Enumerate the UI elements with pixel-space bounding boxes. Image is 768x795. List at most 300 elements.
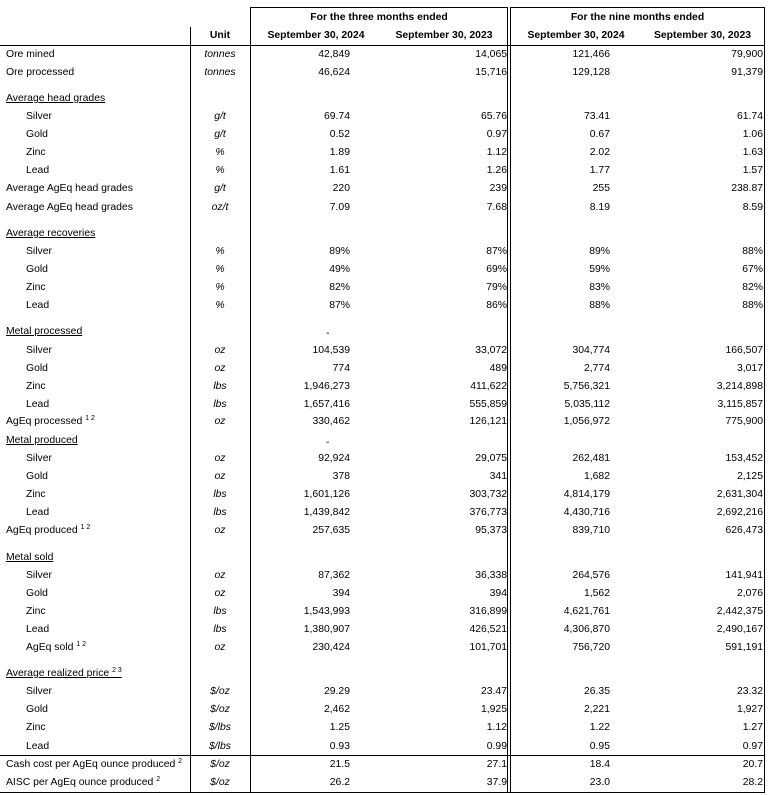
value-cell: 1,601,126 <box>303 489 350 500</box>
value-cell: 92,924 <box>318 453 350 464</box>
row-label <box>6 64 74 82</box>
row-unit: $/lbs <box>209 722 231 733</box>
value-cell: 230,424 <box>312 642 350 653</box>
row-label-text: Silver <box>26 111 52 122</box>
value-cell: 1,056,972 <box>563 416 610 427</box>
value-cell: 65.76 <box>480 111 507 122</box>
row-label-text: Gold <box>26 704 48 715</box>
value-cell: 21.5 <box>329 759 350 770</box>
row-unit: $/oz <box>210 704 230 715</box>
col-header-9m-2023: September 30, 2023 <box>653 30 752 41</box>
table-row <box>0 665 768 683</box>
value-cell: 376,773 <box>469 507 507 518</box>
value-cell: 33,072 <box>475 345 507 356</box>
value-cell: 69% <box>486 264 507 275</box>
value-cell: 2,076 <box>736 588 763 599</box>
value-cell: 87% <box>486 246 507 257</box>
row-label-text: Zinc <box>26 722 46 733</box>
value-cell: 1,927 <box>736 704 763 715</box>
value-cell: 87% <box>329 300 350 311</box>
row-unit: % <box>215 264 225 275</box>
value-cell: 1.63 <box>742 147 763 158</box>
value-cell: 88% <box>589 300 610 311</box>
value-cell: 7.68 <box>486 202 507 213</box>
value-cell: 67% <box>742 264 763 275</box>
table-row <box>0 64 768 82</box>
row-label-text: Average AgEq head grades <box>6 183 133 194</box>
value-cell: 4,621,761 <box>563 606 610 617</box>
value-cell: 756,720 <box>572 642 610 653</box>
value-cell: 0.52 <box>329 129 350 140</box>
value-cell: 27.1 <box>486 759 507 770</box>
value-cell: 1.61 <box>329 165 350 176</box>
row-label-text: Cash cost per AgEq ounce produced <box>6 759 176 770</box>
row-label <box>26 504 49 522</box>
table-row <box>0 450 768 468</box>
value-cell: 257,635 <box>312 525 350 536</box>
value-cell: 1,946,273 <box>303 381 350 392</box>
value-cell: 489 <box>489 363 507 374</box>
row-label-text: Lead <box>26 507 50 518</box>
value-cell: 775,900 <box>725 416 763 427</box>
value-cell: 0.97 <box>742 741 763 752</box>
placeholder-dash: - <box>326 437 330 448</box>
row-label-text: Zinc <box>26 489 46 500</box>
table-row <box>0 468 768 486</box>
value-cell: 61.74 <box>736 111 763 122</box>
row-unit: % <box>215 246 225 257</box>
row-label <box>6 665 122 683</box>
row-label-text: Average realized price <box>6 668 110 679</box>
value-cell: 1.22 <box>589 722 610 733</box>
row-unit: $/lbs <box>209 741 231 752</box>
value-cell: 91,379 <box>731 67 763 78</box>
table-row <box>0 603 768 621</box>
row-label-text: AgEq produced <box>6 525 78 536</box>
table-row <box>0 162 768 180</box>
row-label <box>26 719 46 737</box>
value-cell: 316,899 <box>469 606 507 617</box>
value-cell: 166,507 <box>725 345 763 356</box>
row-label <box>6 756 182 774</box>
value-cell: 26.2 <box>329 777 350 788</box>
value-cell: 14,065 <box>475 49 507 60</box>
row-unit: oz <box>214 453 226 464</box>
row-label <box>6 549 53 567</box>
row-label-text: Gold <box>26 129 48 140</box>
value-cell: 88% <box>742 300 763 311</box>
table-row <box>0 396 768 414</box>
row-label-text: Silver <box>26 345 52 356</box>
row-label <box>6 180 133 198</box>
value-cell: 330,462 <box>312 416 350 427</box>
row-label-text: Lead <box>26 399 50 410</box>
row-unit: % <box>215 300 225 311</box>
row-unit: $/oz <box>210 759 230 770</box>
value-cell: 238.87 <box>731 183 763 194</box>
col-header-3m-2023: September 30, 2023 <box>395 30 493 41</box>
value-cell: 141,941 <box>725 570 763 581</box>
value-cell: 129,128 <box>572 67 610 78</box>
row-label-text: Average head grades <box>6 93 106 104</box>
placeholder-dash: - <box>326 328 330 339</box>
value-cell: 23.0 <box>589 777 610 788</box>
table-row <box>0 486 768 504</box>
value-cell: 0.93 <box>329 741 350 752</box>
value-cell: 1,925 <box>480 704 507 715</box>
row-label <box>26 279 46 297</box>
row-unit: % <box>215 147 225 158</box>
top-border-three <box>250 7 508 8</box>
footnote-marker: 2 <box>178 758 183 765</box>
group-nine-months: For the nine months ended <box>570 12 705 23</box>
value-cell: 303,732 <box>469 489 507 500</box>
row-label-text: AgEq processed <box>6 416 83 427</box>
row-label-text: Gold <box>26 363 48 374</box>
vline-nine-start <box>510 7 511 793</box>
header-rule <box>0 45 765 46</box>
value-cell: 1.57 <box>742 165 763 176</box>
table-row <box>0 683 768 701</box>
table-row <box>0 342 768 360</box>
value-cell: 36,338 <box>475 570 507 581</box>
footnote-marker: 1 2 <box>76 641 86 648</box>
value-cell: 2,774 <box>583 363 610 374</box>
value-cell: 264,576 <box>572 570 610 581</box>
table-row <box>0 701 768 719</box>
value-cell: 3,214,898 <box>716 381 763 392</box>
value-cell: 126,121 <box>469 416 507 427</box>
vline-three-end <box>507 7 508 793</box>
value-cell: 83% <box>589 282 610 293</box>
row-label <box>26 297 49 315</box>
row-label <box>6 323 82 341</box>
row-label <box>26 360 48 378</box>
row-label-text: Metal sold <box>6 552 54 563</box>
row-label-text: Gold <box>26 471 48 482</box>
value-cell: 774 <box>332 363 350 374</box>
value-cell: 73.41 <box>583 111 610 122</box>
value-cell: 1,562 <box>583 588 610 599</box>
row-label-text: AISC per AgEq ounce produced <box>6 777 154 788</box>
table-row <box>0 126 768 144</box>
table-row <box>0 279 768 297</box>
value-cell: 1,543,993 <box>303 606 350 617</box>
row-unit: oz <box>214 416 226 427</box>
table-row <box>0 46 768 64</box>
row-label-text: Lead <box>26 624 50 635</box>
row-label-text: Gold <box>26 264 48 275</box>
table-row <box>0 756 768 774</box>
value-cell: 20.7 <box>742 759 763 770</box>
footnote-marker: 2 <box>156 776 161 783</box>
row-label <box>26 738 49 756</box>
row-label-text: Gold <box>26 588 48 599</box>
table-row <box>0 549 768 567</box>
value-cell: 79% <box>486 282 507 293</box>
value-cell: 378 <box>332 471 350 482</box>
value-cell: 839,710 <box>572 525 610 536</box>
row-label-text: Ore processed <box>6 67 75 78</box>
row-label-text: Zinc <box>26 147 46 158</box>
table-row <box>0 108 768 126</box>
row-label-text: Zinc <box>26 606 46 617</box>
row-label-text: Silver <box>26 686 52 697</box>
table-row <box>0 360 768 378</box>
row-label-text: Silver <box>26 246 52 257</box>
value-cell: 1.89 <box>329 147 350 158</box>
value-cell: 88% <box>742 246 763 257</box>
value-cell: 2,442,375 <box>716 606 763 617</box>
value-cell: 23.47 <box>480 686 507 697</box>
row-label <box>26 567 52 585</box>
table-row <box>0 639 768 657</box>
table-row <box>0 144 768 162</box>
row-label <box>6 413 95 431</box>
value-cell: 26.35 <box>583 686 610 697</box>
table-row <box>0 504 768 522</box>
value-cell: 5,035,112 <box>564 399 610 410</box>
row-unit: oz <box>214 570 226 581</box>
row-label-text: Zinc <box>26 381 46 392</box>
value-cell: 8.19 <box>589 202 610 213</box>
value-cell: 101,701 <box>469 642 507 653</box>
row-label <box>26 486 46 504</box>
table-row <box>0 180 768 198</box>
footnote-marker: 1 2 <box>80 524 91 531</box>
value-cell: 262,481 <box>572 453 610 464</box>
row-label-text: Average AgEq head grades <box>6 202 133 213</box>
value-cell: 0.99 <box>486 741 507 752</box>
value-cell: 37.9 <box>486 777 507 788</box>
header-group-row <box>0 9 768 27</box>
row-label <box>26 603 46 621</box>
value-cell: 8.59 <box>742 202 763 213</box>
value-cell: 591,191 <box>725 642 763 653</box>
value-cell: 3,115,857 <box>717 399 763 410</box>
row-label <box>26 126 48 144</box>
row-label <box>6 225 95 243</box>
value-cell: 239 <box>489 183 507 194</box>
value-cell: 1,682 <box>583 471 610 482</box>
value-cell: 2,125 <box>736 471 763 482</box>
row-label-text: Zinc <box>26 282 46 293</box>
row-label-text: Metal processed <box>6 326 83 337</box>
value-cell: 626,473 <box>725 525 763 536</box>
table-row <box>0 719 768 737</box>
row-label <box>6 774 160 792</box>
row-unit: g/t <box>214 111 226 122</box>
row-unit: oz/t <box>211 202 229 213</box>
value-cell: 1,439,842 <box>303 507 350 518</box>
table-row <box>0 738 768 756</box>
table-row <box>0 378 768 396</box>
row-label <box>26 639 86 657</box>
row-label <box>26 701 48 719</box>
row-unit: tonnes <box>204 67 236 78</box>
col-header-9m-2024: September 30, 2024 <box>527 30 625 41</box>
value-cell: 555,859 <box>469 399 507 410</box>
value-cell: 95,373 <box>475 525 507 536</box>
header-column-row <box>0 27 768 45</box>
value-cell: 89% <box>329 246 350 257</box>
value-cell: 29,075 <box>475 453 507 464</box>
row-unit: oz <box>214 345 226 356</box>
row-unit: g/t <box>214 183 226 194</box>
value-cell: 49% <box>329 264 350 275</box>
row-label <box>26 621 49 639</box>
table-row <box>0 585 768 603</box>
value-cell: 1,657,416 <box>303 399 350 410</box>
value-cell: 69.74 <box>323 111 350 122</box>
value-cell: 153,452 <box>725 453 763 464</box>
row-unit: lbs <box>213 606 227 617</box>
row-unit: oz <box>214 363 226 374</box>
row-label <box>26 261 48 279</box>
value-cell: 2,490,167 <box>716 624 763 635</box>
footnote-marker: 1 2 <box>85 415 95 422</box>
row-unit: lbs <box>213 381 227 392</box>
value-cell: 4,430,716 <box>563 507 610 518</box>
value-cell: 18.4 <box>589 759 610 770</box>
value-cell: 89% <box>589 246 610 257</box>
value-cell: 79,900 <box>731 49 763 60</box>
value-cell: 5,756,321 <box>563 381 610 392</box>
row-label <box>26 396 49 414</box>
table-row <box>0 621 768 639</box>
row-unit: oz <box>214 471 226 482</box>
row-label-text: Ore mined <box>6 49 55 60</box>
row-label <box>6 432 78 450</box>
row-label <box>6 522 90 540</box>
row-label-text: Metal produced <box>6 435 78 446</box>
value-cell: 2,631,304 <box>716 489 763 500</box>
value-cell: 2,692,216 <box>716 507 763 518</box>
value-cell: 304,774 <box>572 345 610 356</box>
table-row <box>0 774 768 792</box>
row-unit: lbs <box>213 507 227 518</box>
row-label <box>6 90 105 108</box>
value-cell: 4,814,179 <box>563 489 610 500</box>
row-label <box>26 378 46 396</box>
value-cell: 82% <box>329 282 350 293</box>
value-cell: 0.97 <box>486 129 507 140</box>
table-row <box>0 199 768 217</box>
table-row <box>0 243 768 261</box>
row-label <box>6 46 55 64</box>
row-label-text: Silver <box>26 570 52 581</box>
top-border-nine <box>510 7 765 8</box>
table-row <box>0 522 768 540</box>
row-unit: lbs <box>213 399 227 410</box>
row-label-text: Lead <box>26 300 50 311</box>
row-unit: oz <box>214 642 226 653</box>
value-cell: 46,624 <box>318 67 350 78</box>
row-label-text: Silver <box>26 453 52 464</box>
row-unit: g/t <box>214 129 226 140</box>
value-cell: 82% <box>742 282 763 293</box>
value-cell: 0.67 <box>589 129 610 140</box>
value-cell: 1.06 <box>742 129 763 140</box>
value-cell: 255 <box>592 183 610 194</box>
row-label-text: Lead <box>26 741 50 752</box>
col-header-3m-2024: September 30, 2024 <box>267 30 365 41</box>
vline-unit <box>250 7 251 793</box>
value-cell: 394 <box>332 588 350 599</box>
table-row <box>0 297 768 315</box>
value-cell: 29.29 <box>323 686 350 697</box>
table-row <box>0 413 768 431</box>
row-unit: lbs <box>213 624 227 635</box>
vline-label <box>190 27 191 793</box>
table-row <box>0 261 768 279</box>
row-label <box>26 342 52 360</box>
bottom-rule <box>0 792 765 793</box>
value-cell: 86% <box>486 300 507 311</box>
value-cell: 3,017 <box>736 363 763 374</box>
row-label-text: AgEq sold <box>26 642 74 653</box>
value-cell: 87,362 <box>318 570 350 581</box>
table-row <box>0 323 768 341</box>
value-cell: 341 <box>489 471 507 482</box>
value-cell: 411,622 <box>470 381 507 392</box>
value-cell: 1.12 <box>486 147 507 158</box>
row-label <box>26 243 52 261</box>
row-unit: oz <box>214 588 226 599</box>
table-row <box>0 90 768 108</box>
value-cell: 1.26 <box>486 165 507 176</box>
value-cell: 42,849 <box>318 49 350 60</box>
row-unit: $/oz <box>210 686 230 697</box>
value-cell: 1.27 <box>742 722 763 733</box>
value-cell: 1.77 <box>589 165 610 176</box>
value-cell: 1,380,907 <box>303 624 350 635</box>
value-cell: 220 <box>332 183 350 194</box>
row-unit: tonnes <box>204 49 236 60</box>
value-cell: 2,462 <box>323 704 350 715</box>
value-cell: 7.09 <box>329 202 350 213</box>
row-unit: $/oz <box>210 777 230 788</box>
value-cell: 0.95 <box>589 741 610 752</box>
value-cell: 104,539 <box>312 345 350 356</box>
row-label-text: Average recoveries <box>6 228 96 239</box>
table-row <box>0 432 768 450</box>
value-cell: 1.12 <box>486 722 507 733</box>
row-label-text: Lead <box>26 165 50 176</box>
vline-right <box>764 7 765 793</box>
value-cell: 426,521 <box>469 624 507 635</box>
table-row <box>0 567 768 585</box>
value-cell: 2.02 <box>589 147 610 158</box>
value-cell: 4,306,870 <box>563 624 610 635</box>
row-label <box>26 683 52 701</box>
value-cell: 23.32 <box>736 686 763 697</box>
row-unit: % <box>215 165 225 176</box>
row-label <box>26 144 46 162</box>
value-cell: 394 <box>489 588 507 599</box>
table-row <box>0 225 768 243</box>
value-cell: 15,716 <box>475 67 507 78</box>
row-unit: lbs <box>213 489 227 500</box>
value-cell: 59% <box>589 264 610 275</box>
row-label <box>26 585 48 603</box>
unit-header: Unit <box>209 30 231 41</box>
row-label <box>26 468 48 486</box>
footer-rule <box>0 755 765 756</box>
value-cell: 1.25 <box>329 722 350 733</box>
row-label <box>26 162 49 180</box>
row-label <box>26 108 52 126</box>
